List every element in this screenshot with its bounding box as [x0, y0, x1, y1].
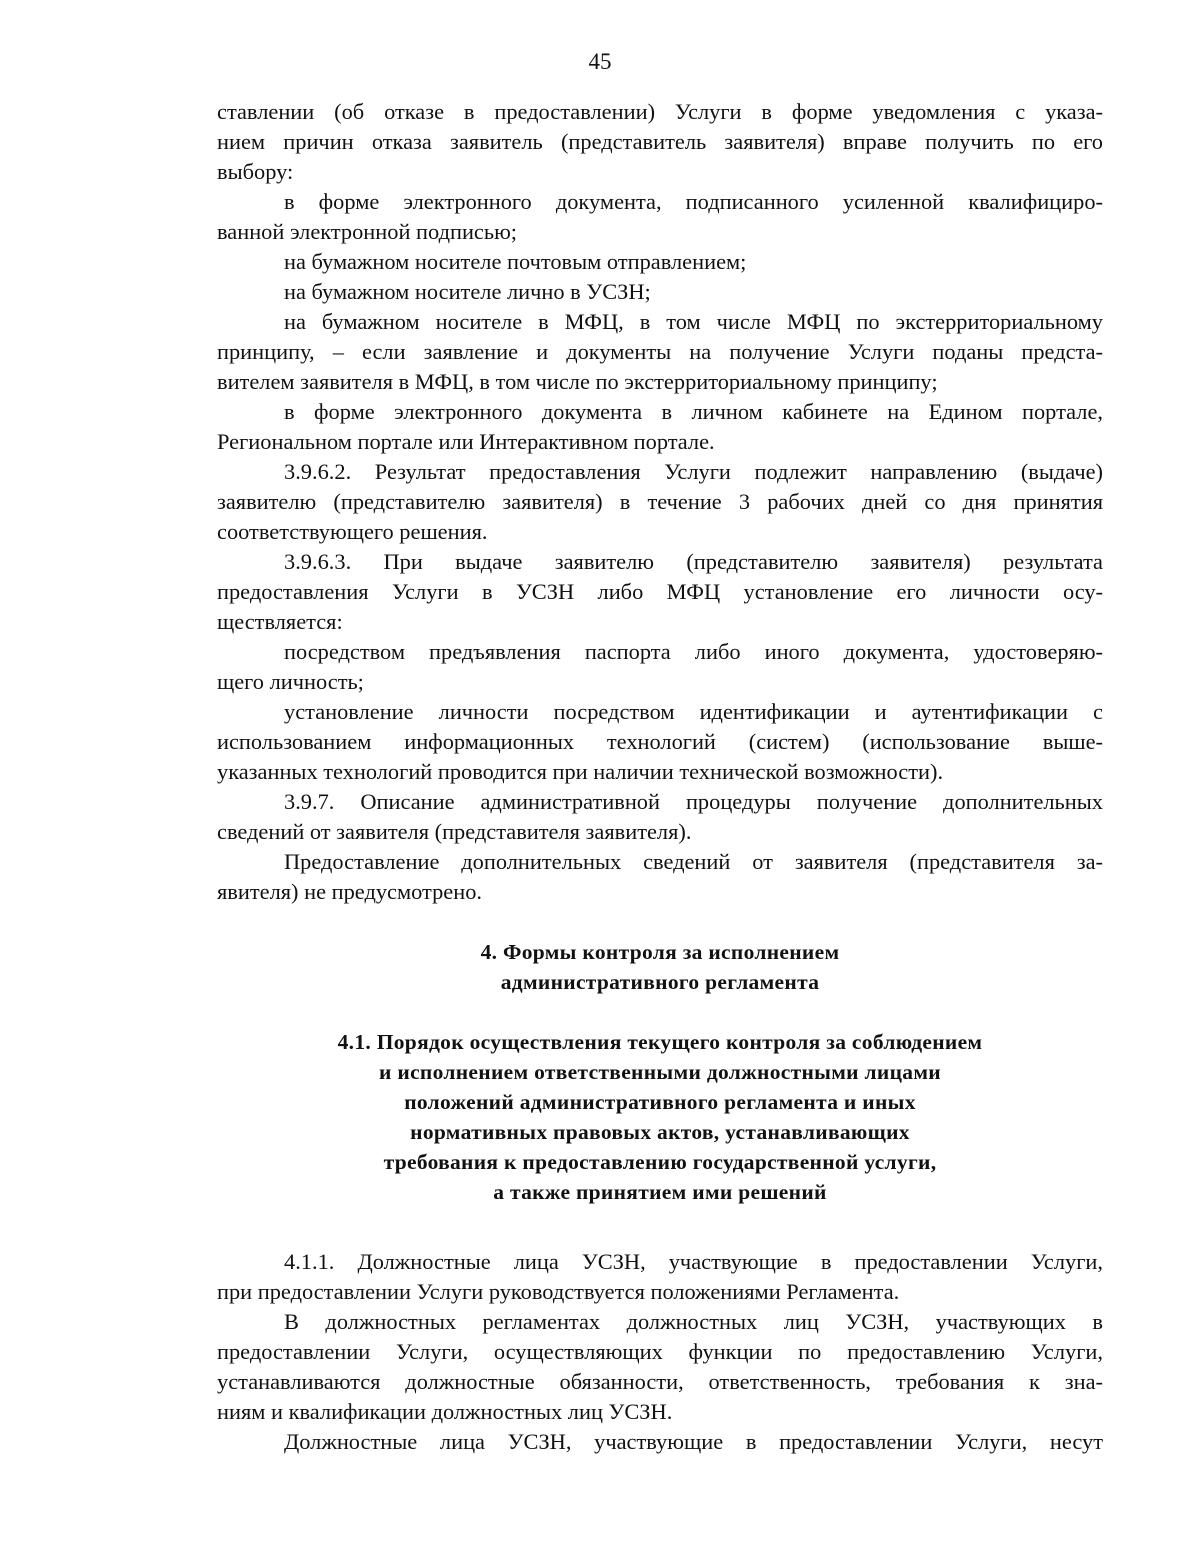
- spacer: [217, 1207, 1103, 1247]
- spacer: [217, 907, 1103, 937]
- text-line: предоставления Услуги в УСЗН либо МФЦ установление его личности осу-: [217, 579, 1103, 604]
- text-line: Региональном портале или Интерактивном портале.: [217, 429, 715, 454]
- text-line: сведений от заявителя (представителя заявителя).: [217, 819, 692, 844]
- spacer: [217, 997, 1103, 1027]
- text-line: предоставлении Услуги, осуществляющих функции по предоставлению Услуги,: [217, 1339, 1103, 1364]
- section-4-heading: [217, 937, 1103, 997]
- document-body: [217, 97, 1103, 1457]
- text-line: выбору:: [217, 159, 294, 184]
- text-line: использованием информационных технологий (систем) (использование выше-: [217, 729, 1103, 754]
- heading-line: 4.1. Порядок осуществления текущего контроля за соблюдением: [337, 1030, 983, 1054]
- heading-line: а также принятием ими решений: [493, 1180, 827, 1204]
- text-line: при предоставлении Услуги руководствуется положениями Регламента.: [217, 1279, 900, 1304]
- text-line: принципу, – если заявление и документы на получение Услуги поданы предста-: [217, 339, 1103, 364]
- text-line: ставлении (об отказе в предоставлении) Услуги в форме уведомления с указа-: [217, 99, 1103, 124]
- text-line: в форме электронного документа, подписанного усиленной квалифициро-: [284, 189, 1103, 214]
- text-line: В должностных регламентах должностных лиц УСЗН, участвующих в: [284, 1309, 1103, 1334]
- section-4-1-heading: [217, 1027, 1103, 1207]
- text-line: явителя) не предусмотрено.: [217, 879, 483, 904]
- section-4-1-text: [217, 1247, 1103, 1457]
- text-line: 3.9.6.3. При выдаче заявителю (представителю заявителя) результата: [284, 549, 1103, 574]
- heading-line: требования к предоставлению государственной услуги,: [383, 1150, 937, 1174]
- text-line: устанавливаются должностные обязанности, ответственность, требования к зна-: [217, 1369, 1103, 1394]
- text-line: ществляется:: [217, 609, 343, 634]
- text-line: на бумажном носителе почтовым отправлением;: [284, 249, 747, 274]
- text-line: посредством предъявления паспорта либо иного документа, удостоверяю-: [284, 639, 1103, 664]
- text-line: нием причин отказа заявитель (представитель заявителя) вправе получить по его: [217, 129, 1103, 154]
- text-line: ниям и квалификации должностных лиц УСЗН.: [217, 1399, 673, 1424]
- text-line: соответствующего решения.: [217, 519, 488, 544]
- heading-line: административного регламента: [500, 970, 820, 994]
- heading-line: положений административного регламента и иных: [404, 1090, 916, 1114]
- heading-line: нормативных правовых актов, устанавливающих: [410, 1120, 910, 1144]
- text-line: заявителю (представителю заявителя) в течение 3 рабочих дней со дня принятия: [217, 489, 1103, 514]
- text-line: 3.9.6.2. Результат предоставления Услуги подлежит направлению (выдаче): [284, 459, 1103, 484]
- text-line: 4.1.1. Должностные лица УСЗН, участвующие в предоставлении Услуги,: [284, 1249, 1103, 1274]
- text-line: Предоставление дополнительных сведений от заявителя (представителя за-: [284, 849, 1103, 874]
- text-line: 3.9.7. Описание административной процедуры получение дополнительных: [284, 789, 1103, 814]
- heading-line: и исполнением ответственными должностными лицами: [379, 1060, 941, 1084]
- page-number: 45: [588, 49, 612, 74]
- text-line: ванной электронной подписью;: [217, 219, 518, 244]
- heading-line: 4. Формы контроля за исполнением: [480, 940, 840, 964]
- text-line: на бумажном носителе в МФЦ, в том числе МФЦ по экстерриториальному: [284, 309, 1103, 334]
- section-3-9-6-text: [217, 97, 1103, 907]
- text-line: щего личность;: [217, 669, 364, 694]
- text-line: в форме электронного документа в личном кабинете на Едином портале,: [284, 399, 1103, 424]
- text-line: установление личности посредством идентификации и аутентификации с: [284, 699, 1103, 724]
- text-line: вителем заявителя в МФЦ, в том числе по экстерриториальному принципу;: [217, 369, 938, 394]
- text-line: на бумажном носителе лично в УСЗН;: [284, 279, 651, 304]
- text-line: указанных технологий проводится при наличии технической возможности).: [217, 759, 944, 784]
- text-line: Должностные лица УСЗН, участвующие в предоставлении Услуги, несут: [284, 1429, 1103, 1454]
